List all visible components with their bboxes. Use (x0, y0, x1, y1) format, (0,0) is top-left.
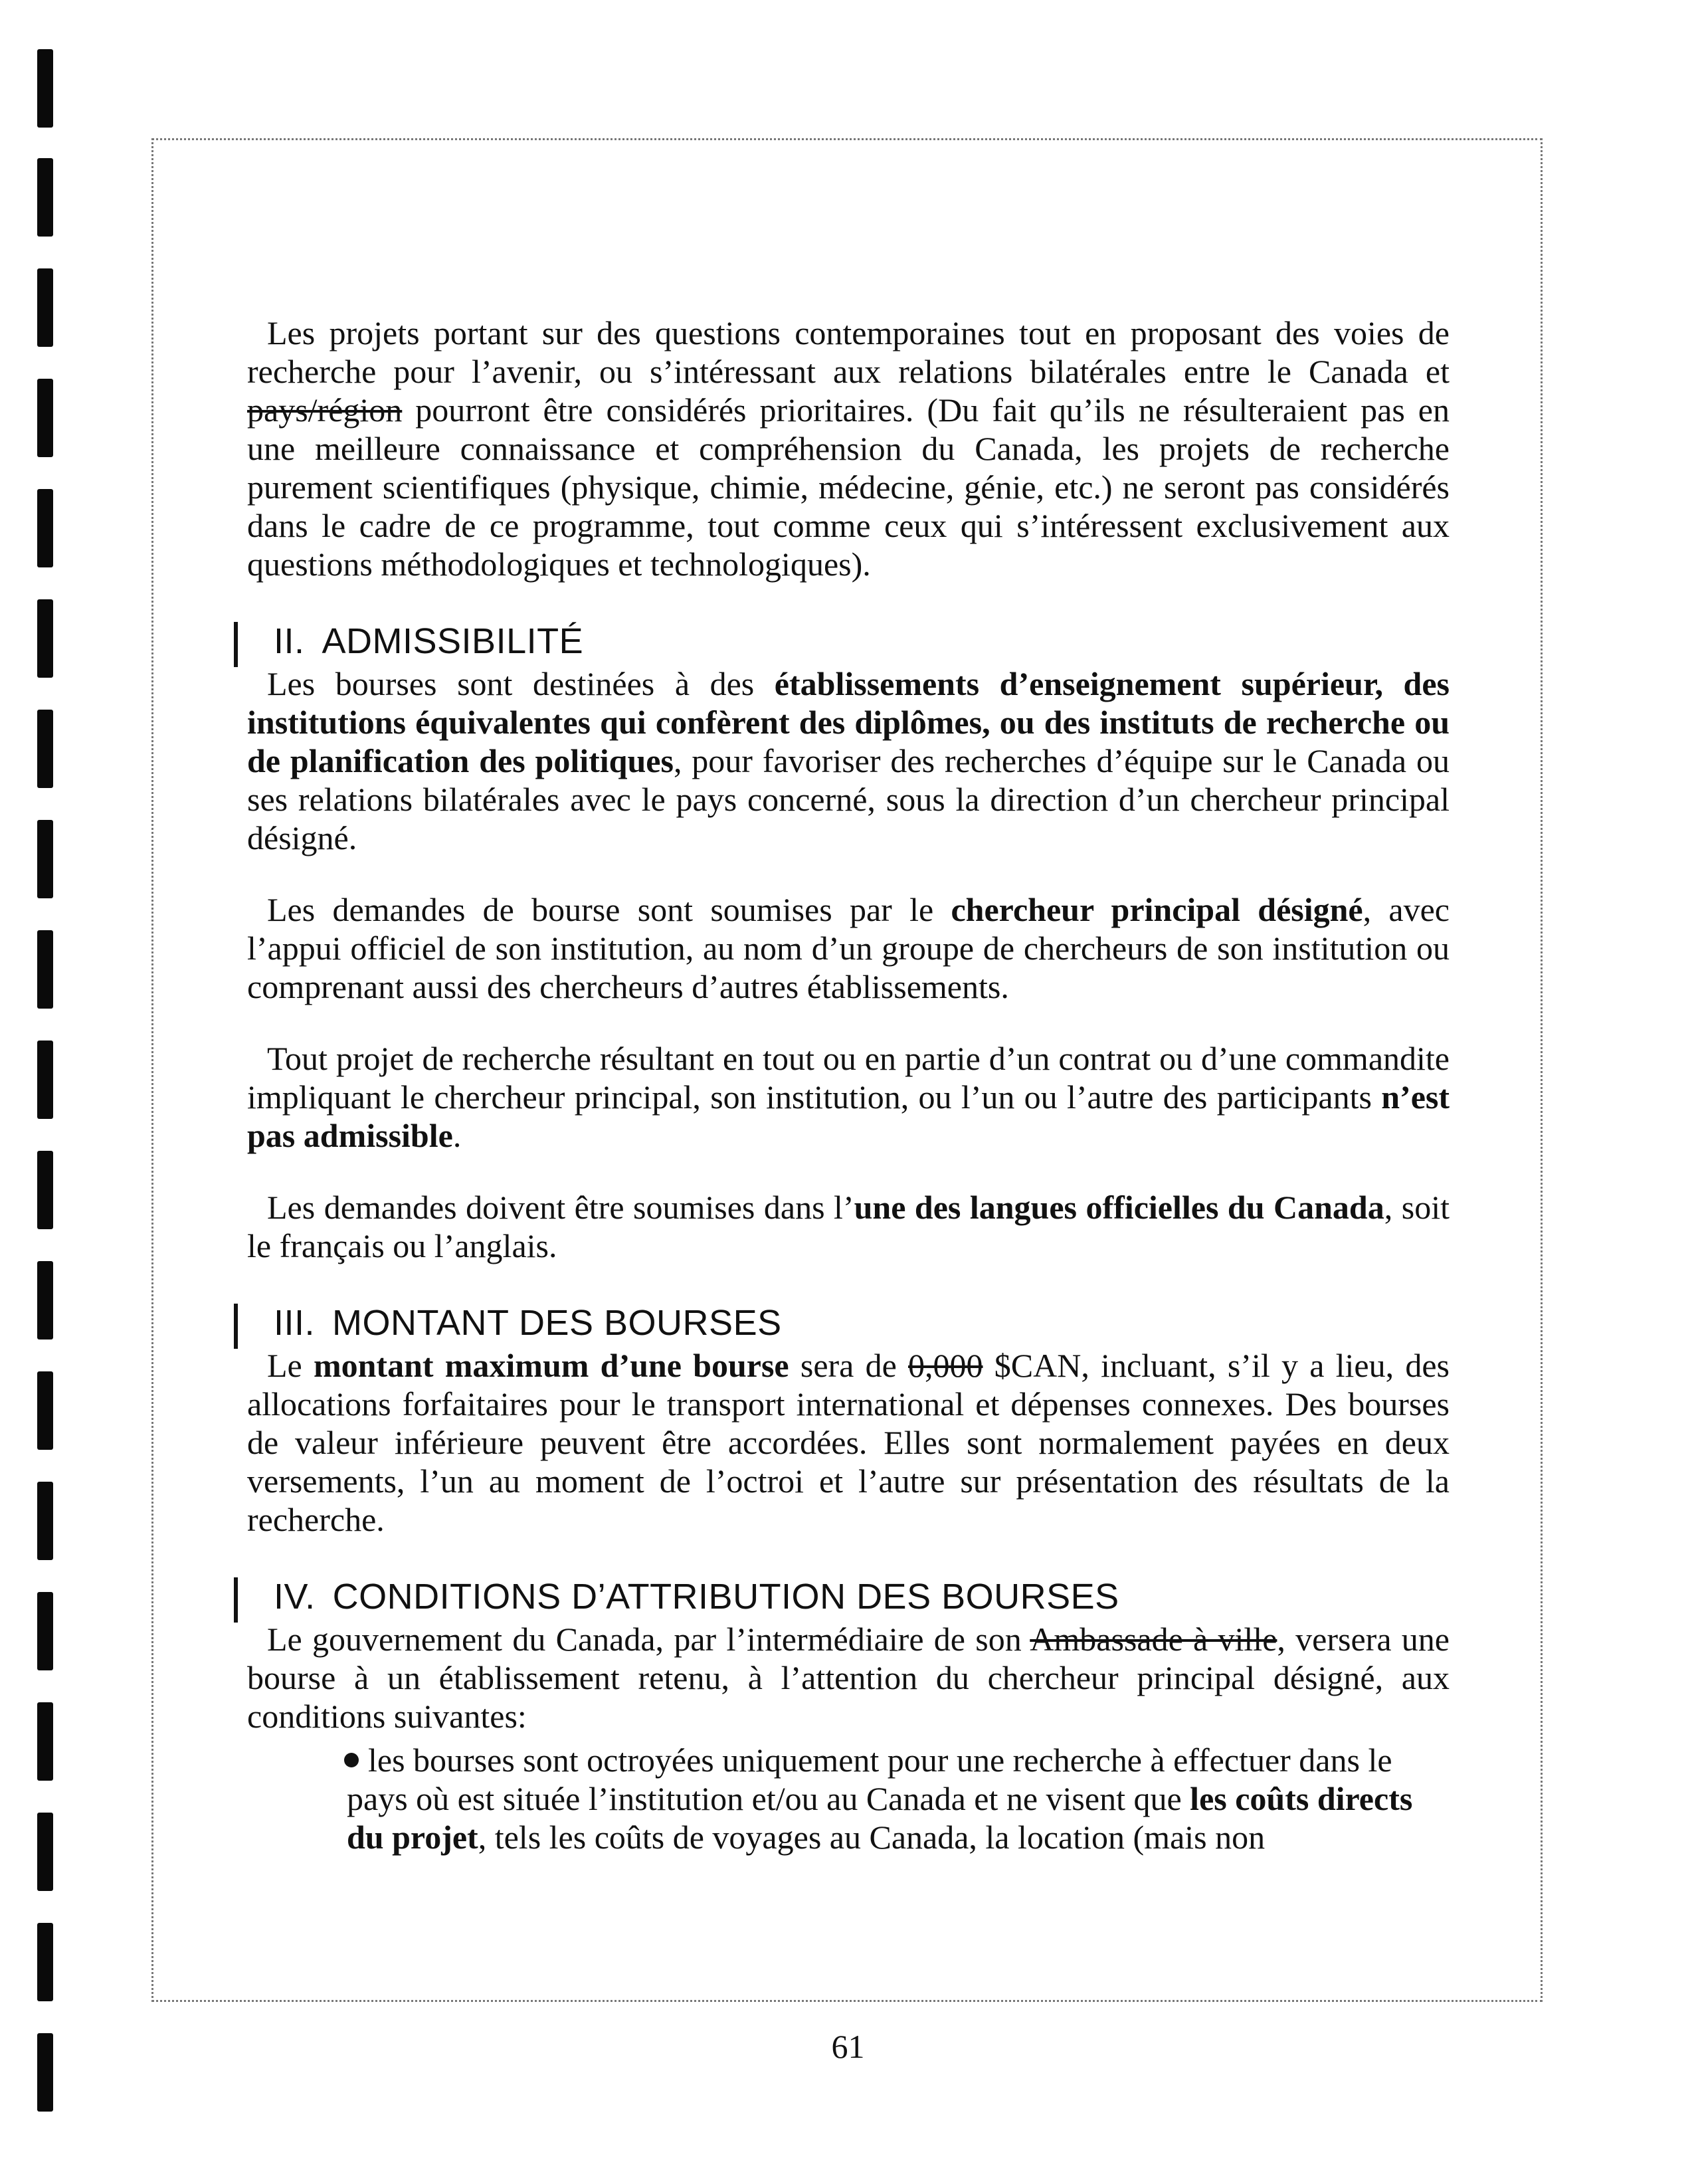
montant-paragraph: Le montant maximum d’une bourse sera de 0,000 $CAN, incluant, s’il y a lieu, des allocations forfaitaires pour le transport international et dépenses connexes. Des bourses de valeur inférieure peuvent être accordées. Elles sont normalement payées en deux versements, l’un au moment de l’octroi et l’autre sur présentation des résultats de la recherche. (247, 1347, 1450, 1538)
document-body (247, 314, 1450, 1856)
struck-text: 0,000 (908, 1347, 983, 1384)
binder-hole (37, 1151, 53, 1229)
conditions-paragraph: Le gouvernement du Canada, par l’intermédiaire de son Ambassade à ville, versera une bourse à un établissement retenu, à l’attention du chercheur principal désigné, aux conditions suivantes: (247, 1621, 1450, 1735)
binder-hole (37, 1371, 53, 1450)
admissibilite-paragraph-4: Les demandes doivent être soumises dans l’une des langues officielles du Canada, soit le français ou l’anglais. (247, 1189, 1450, 1264)
binder-hole (37, 268, 53, 347)
conditions-list (347, 1741, 1450, 1856)
binder-hole (37, 1813, 53, 1891)
binder-hole (37, 1482, 53, 1560)
binder-hole (37, 1702, 53, 1781)
revision-bar (234, 1577, 238, 1623)
binder-hole (37, 1592, 53, 1670)
section-heading-admissibilite: II. ADMISSIBILITÉ (247, 618, 1450, 664)
binder-hole (37, 820, 53, 898)
revision-bar (234, 622, 238, 667)
list-item: les bourses sont octroyées uniquement pour une recherche à effectuer dans le pays où est située l’institution et/ou au Canada et ne visent que les coûts directs du projet, tels les coûts de voyages au Canada, la location (mais non (347, 1741, 1450, 1856)
intro-paragraph: Les projets portant sur des questions contemporaines tout en proposant des voies de recherche pour l’avenir, ou s’intéressant aux relations bilatérales entre le Canada et pays/région pourront être considérés prioritaires. (Du fait qu’ils ne résulteraient pas en une meilleure connaissance et compréhension du Canada, les projets de recherche purement scientifiques (physique, chimie, médecine, génie, etc.) ne seront pas considérés dans le cadre de ce programme, tout comme ceux qui s’intéressent exclusivement aux questions méthodologiques et technologiques). (247, 314, 1450, 583)
admissibilite-paragraph-2: Les demandes de bourse sont soumises par le chercheur principal désigné, avec l’appui officiel de son institution, au nom d’un groupe de chercheurs de son institution ou comprenant aussi des chercheurs d’autres établissements. (247, 891, 1450, 1005)
binder-hole (37, 599, 53, 678)
admissibilite-paragraph-1: Les bourses sont destinées à des établissements d’enseignement supérieur, des institutions équivalentes qui confèrent des diplômes, ou des instituts de recherche ou de planification des politiques, pour favoriser des recherches d’équipe sur le Canada ou ses relations bilatérales avec le pays concerné, sous la direction d’un chercheur principal désigné. (247, 665, 1450, 856)
binder-hole (37, 1923, 53, 2001)
struck-text: pays/région (247, 391, 403, 429)
revision-bar (234, 1304, 238, 1349)
binder-hole (37, 1261, 53, 1340)
binder-hole (37, 49, 53, 128)
binder-hole (37, 710, 53, 788)
struck-text: Ambassade à ville (1030, 1621, 1277, 1658)
binder-hole (37, 489, 53, 567)
section-heading-conditions: IV. CONDITIONS D’ATTRIBUTION DES BOURSES (247, 1573, 1450, 1620)
page-number: 61 (831, 2028, 865, 2065)
binder-holes (37, 0, 54, 2184)
binder-hole (37, 158, 53, 237)
bullet-icon (344, 1753, 359, 1767)
admissibilite-paragraph-3: Tout projet de recherche résultant en tout ou en partie d’un contrat ou d’une commandite impliquant le chercheur principal, son institution, ou l’un ou l’autre des participants n’est pas admissible. (247, 1040, 1450, 1154)
section-heading-montant: III. MONTANT DES BOURSES (247, 1300, 1450, 1346)
binder-hole (37, 379, 53, 457)
binder-hole (37, 1041, 53, 1119)
binder-hole (37, 930, 53, 1009)
